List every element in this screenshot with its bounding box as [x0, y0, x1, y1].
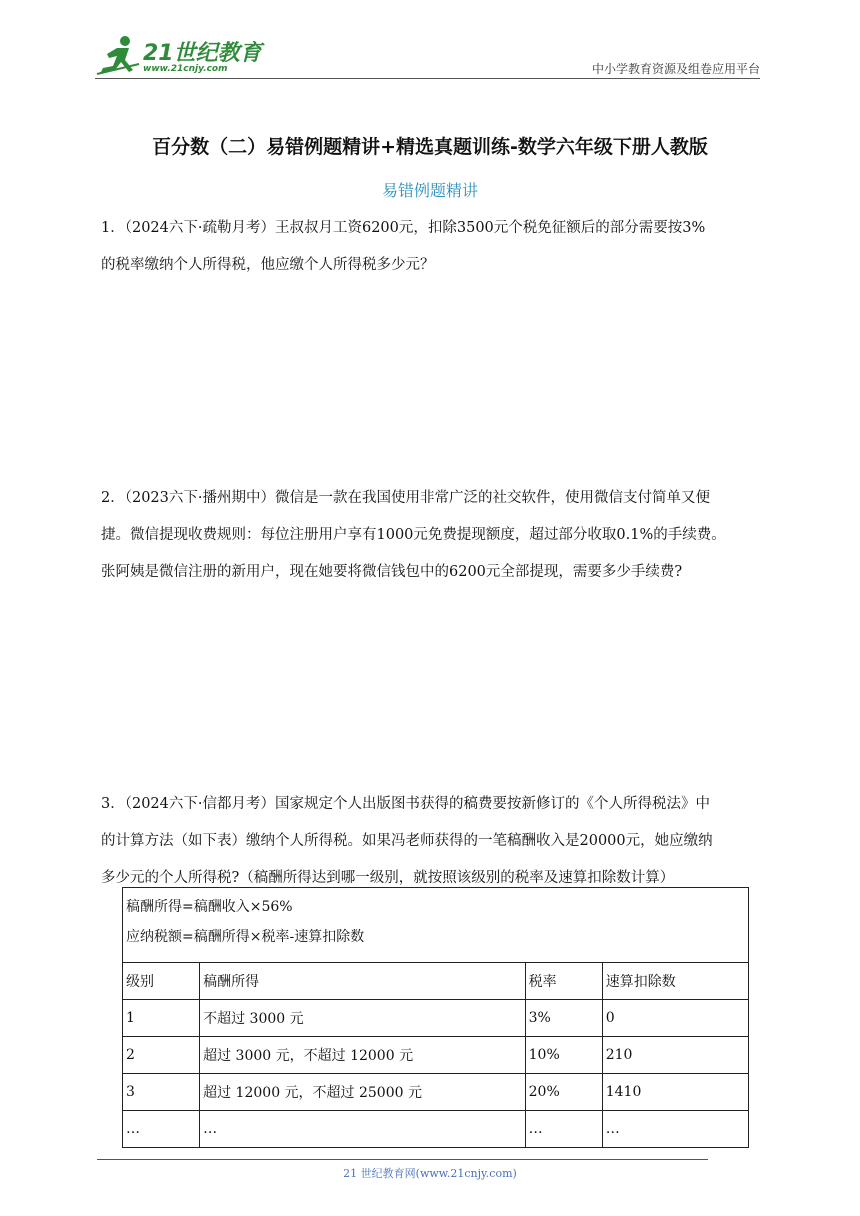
footer-link[interactable]: 21 世纪教育网(www.21cnjy.com) — [343, 1167, 517, 1180]
header-cell: 速算扣除数 — [602, 963, 748, 1000]
question-line: 的税率缴纳个人所得税，他应缴个人所得税多少元？ — [101, 257, 435, 273]
table-row — [123, 1037, 749, 1074]
page-header — [95, 28, 760, 80]
question-1 — [101, 210, 765, 284]
table-cell: 210 — [602, 1037, 748, 1074]
logo-text: 21世纪教育 — [143, 41, 262, 66]
table-header-row — [123, 963, 749, 1000]
table-cell: 不超过 3000 元 — [200, 1000, 526, 1037]
platform-name: 中小学教育资源及组卷应用平台 — [591, 62, 760, 76]
header-cell: 税率 — [525, 963, 602, 1000]
table-row — [123, 1074, 749, 1111]
footer-divider — [97, 1159, 708, 1160]
question-line: 的计算方法（如下表）缴纳个人所得税。如果冯老师获得的一笔稿酬收入是20000元，她应缴纳 — [101, 833, 713, 849]
formula-row — [123, 888, 749, 963]
header-cell: 稿酬所得 — [200, 963, 526, 1000]
table-cell: 1410 — [602, 1074, 748, 1111]
question-line: 多少元的个人所得税?（稿酬所得达到哪一级别，就按照该级别的税率及速算扣除数计算） — [101, 870, 675, 886]
formula-line: 应纳税额=稿酬所得×税率-速算扣除数 — [126, 929, 365, 945]
running-figure-logo-icon — [95, 34, 143, 78]
table-cell: 1 — [123, 1000, 200, 1037]
question-3 — [101, 786, 765, 897]
table-cell: 10% — [525, 1037, 602, 1074]
table-cell: 超过 3000 元，不超过 12000 元 — [200, 1037, 526, 1074]
table-cell: … — [200, 1111, 526, 1148]
table-cell: … — [525, 1111, 602, 1148]
section-subtitle: 易错例题精讲 — [381, 181, 478, 200]
question-line: 3．（2024六下·信都月考）国家规定个人出版图书获得的稿费要按新修订的《个人所得税法》中 — [101, 796, 710, 812]
question-line: 1．（2024六下·疏勒月考）王叔叔月工资6200元，扣除3500元个税免征额后的部分需要按3% — [101, 220, 706, 236]
brand-logo[interactable] — [95, 34, 265, 78]
table-row — [123, 1111, 749, 1148]
page-title: 百分数（二）易错例题精讲+精选真题训练-数学六年级下册人教版 — [152, 136, 708, 158]
formula-cell — [123, 888, 749, 963]
table-cell: 0 — [602, 1000, 748, 1037]
table-cell: 超过 12000 元，不超过 25000 元 — [200, 1074, 526, 1111]
table-row — [123, 1000, 749, 1037]
table-cell: 2 — [123, 1037, 200, 1074]
question-line: 2．（2023六下·播州期中）微信是一款在我国使用非常广泛的社交软件，使用微信支付简单又便 — [101, 490, 710, 506]
question-line: 张阿姨是微信注册的新用户，现在她要将微信钱包中的6200元全部提现，需要多少手续费? — [101, 564, 683, 580]
header-cell: 级别 — [123, 963, 200, 1000]
question-2 — [101, 480, 765, 591]
question-line: 捷。微信提现收费规则：每位注册用户享有1000元免费提现额度，超过部分收取0.1%的手续费。 — [101, 527, 726, 543]
table-cell: … — [123, 1111, 200, 1148]
header-divider — [95, 78, 760, 79]
tax-rate-table — [122, 887, 749, 1148]
table-cell: 3% — [525, 1000, 602, 1037]
logo-url: www.21cnjy.com — [143, 64, 228, 74]
table-cell: 20% — [525, 1074, 602, 1111]
table-cell: … — [602, 1111, 748, 1148]
table-cell: 3 — [123, 1074, 200, 1111]
formula-line: 稿酬所得=稿酬收入×56% — [126, 899, 293, 915]
